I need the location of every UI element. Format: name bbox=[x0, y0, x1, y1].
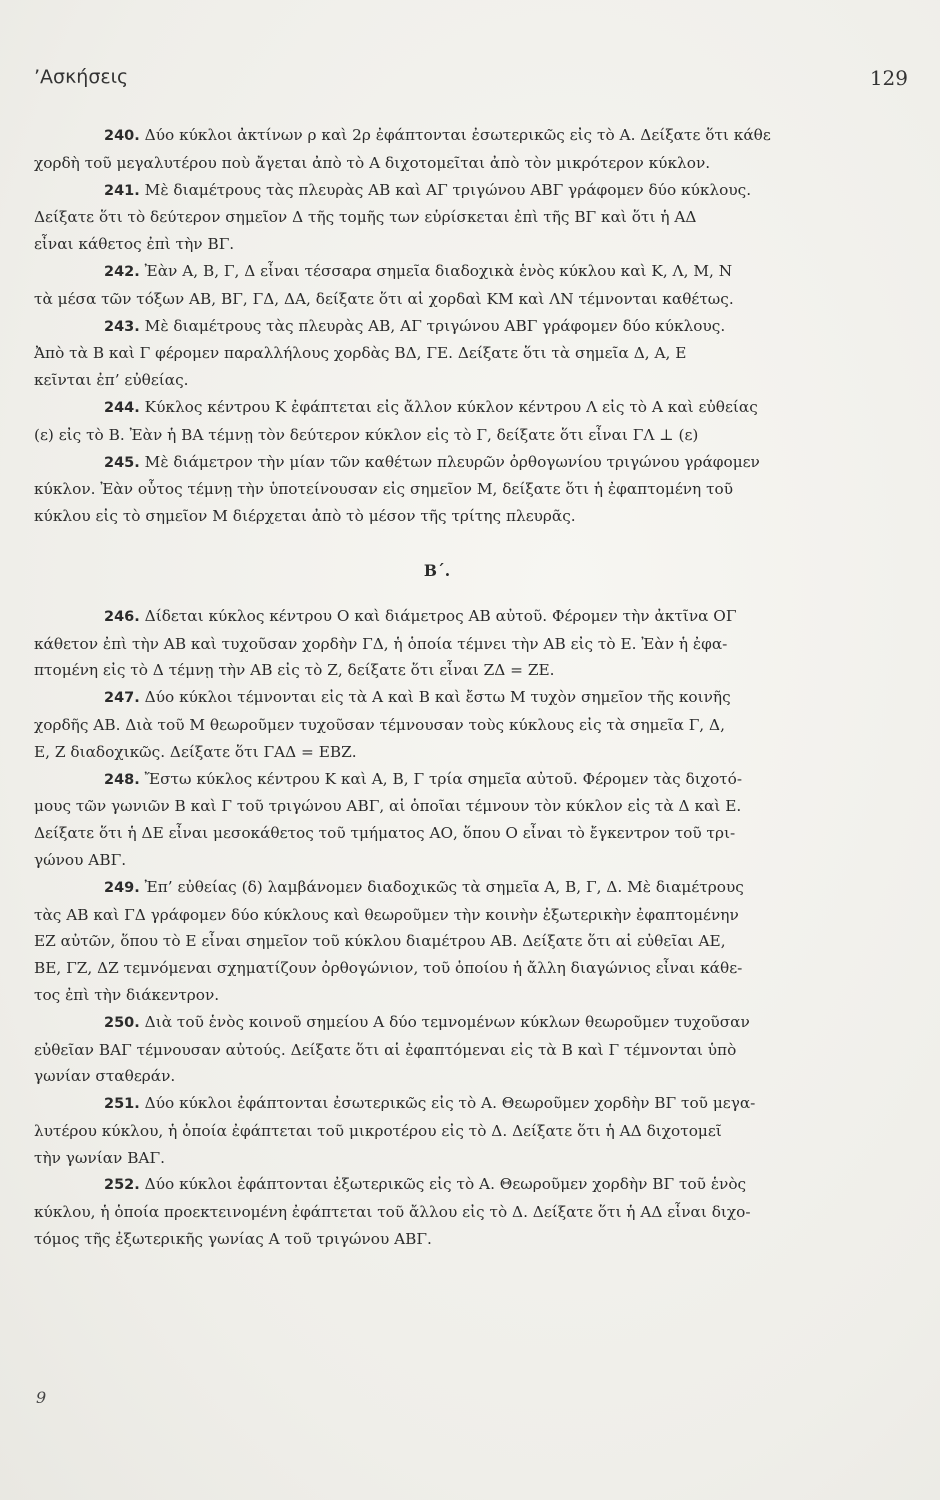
exercise-group-a bbox=[34, 122, 840, 530]
exercise-line bbox=[34, 422, 840, 449]
exercise-text: κεῖνται ἐπ’ εὐθείας. bbox=[34, 371, 189, 390]
exercise-number: 241. bbox=[104, 182, 140, 199]
exercise-line bbox=[34, 204, 840, 231]
exercise-text: χορδῆς ΑΒ. Διὰ τοῦ Μ θεωροῦμεν τυχοῦσαν τέμνουσαν τοὺς κύκλους εἰς τὰ σημεῖα Γ, Δ, bbox=[34, 715, 725, 734]
exercise-text: ΒΕ, ΓΖ, ΔΖ τεμνόμεναι σχηματίζουν ὀρθογώνιον, τοῦ ὁποίου ἡ ἄλλη διαγώνιος εἶναι κάθε- bbox=[34, 959, 743, 978]
signature-mark: 9 bbox=[36, 1388, 47, 1407]
exercise-line bbox=[34, 820, 840, 847]
exercise-text: Μὲ διάμετρον τὴν μίαν τῶν καθέτων πλευρῶν ὀρθογωνίου τριγώνου γράφομεν bbox=[144, 452, 760, 471]
exercise-line bbox=[34, 1171, 840, 1199]
exercise-line bbox=[34, 313, 840, 341]
exercise-number: 248. bbox=[104, 771, 140, 788]
exercise-line bbox=[34, 657, 840, 684]
exercise-line bbox=[34, 122, 840, 150]
exercise-text: μους τῶν γωνιῶν Β καὶ Γ τοῦ τριγώνου ΑΒΓ, αἱ ὁποῖαι τέμνουν τὸν κύκλον εἰς τὰ Δ καὶ Ε. bbox=[34, 797, 742, 816]
exercise-text: τὰ μέσα τῶν τόξων ΑΒ, ΒΓ, ΓΔ, ΔΑ, δείξατε ὅτι αἱ χορδαὶ ΚΜ καὶ ΛΝ τέμνονται καθέτως. bbox=[34, 289, 734, 308]
exercise-number: 250. bbox=[104, 1014, 140, 1031]
exercise-item bbox=[34, 258, 840, 313]
exercise-line bbox=[34, 503, 840, 530]
exercise-text: Δείξατε ὅτι ἡ ΔΕ εἶναι μεσοκάθετος τοῦ τμήματος ΑΟ, ὅπου Ο εἶναι τὸ ἔγκεντρον τοῦ τρι- bbox=[34, 824, 736, 843]
exercise-text: τὴν γωνίαν ΒΑΓ. bbox=[34, 1148, 165, 1167]
exercise-line bbox=[34, 928, 840, 955]
exercise-text: Μὲ διαμέτρους τὰς πλευρὰς ΑΒ, ΑΓ τριγώνου ΑΒΓ γράφομεν δύο κύκλους. bbox=[144, 316, 726, 335]
exercise-item bbox=[34, 394, 840, 449]
exercise-line bbox=[34, 286, 840, 313]
exercise-text: Δύο κύκλοι ἐφάπτονται ἐσωτερικῶς εἰς τὸ Α. Θεωροῦμεν χορδὴν ΒΓ τοῦ μεγα- bbox=[144, 1094, 756, 1113]
exercise-text: κύκλου, ἡ ὁποία προεκτεινομένη ἐφάπτεται τοῦ ἄλλου εἰς τὸ Δ. Δείξατε ὅτι ἡ ΑΔ εἶναι διχο- bbox=[34, 1203, 751, 1222]
exercise-line bbox=[34, 603, 840, 631]
exercise-text: Διὰ τοῦ ἑνὸς κοινοῦ σημείου Α δύο τεμνομένων κύκλων θεωροῦμεν τυχοῦσαν bbox=[144, 1012, 750, 1031]
exercise-text: (ε) εἰς τὸ Β. Ἐὰν ἡ ΒΑ τέμνῃ τὸν δεύτερον κύκλον εἰς τὸ Γ, δείξατε ὅτι εἶναι ΓΛ ⊥ (ε) bbox=[34, 425, 699, 444]
page-number: 129 bbox=[869, 66, 908, 90]
exercise-text: Δίδεται κύκλος κέντρου Ο καὶ διάμετρος ΑΒ αὐτοῦ. Φέρομεν τὴν ἀκτῖνα ΟΓ bbox=[144, 606, 737, 625]
exercise-item bbox=[34, 177, 840, 258]
exercise-line bbox=[34, 955, 840, 982]
exercise-text: λυτέρου κύκλου, ἡ ὁποία ἐφάπτεται τοῦ μικροτέρου εἰς τὸ Δ. Δείξατε ὅτι ἡ ΑΔ διχοτομεῖ bbox=[34, 1121, 722, 1140]
exercise-line bbox=[34, 631, 840, 658]
exercise-line bbox=[34, 340, 840, 367]
exercise-text: Μὲ διαμέτρους τὰς πλευρὰς ΑΒ καὶ ΑΓ τριγώνου ΑΒΓ γράφομεν δύο κύκλους. bbox=[144, 180, 752, 199]
exercise-item bbox=[34, 122, 840, 177]
exercise-number: 246. bbox=[104, 608, 140, 625]
exercise-line bbox=[34, 1118, 840, 1145]
exercise-group-b bbox=[34, 603, 840, 1253]
exercise-line bbox=[34, 712, 840, 739]
exercise-text: Ἀπὸ τὰ Β καὶ Γ φέρομεν παραλλήλους χορδὰς ΒΔ, ΓΕ. Δείξατε ὅτι τὰ σημεῖα Δ, Α, Ε bbox=[34, 344, 687, 363]
exercise-number: 244. bbox=[104, 399, 140, 416]
exercise-line bbox=[34, 739, 840, 766]
exercise-text: τὰς ΑΒ καὶ ΓΔ γράφομεν δύο κύκλους καὶ θεωροῦμεν τὴν κοινὴν ἐξωτερικὴν ἐφαπτομένην bbox=[34, 905, 739, 924]
exercise-text: κύκλον. Ἐὰν οὗτος τέμνῃ τὴν ὑποτείνουσαν εἰς σημεῖον Μ, δείξατε ὅτι ἡ ἐφαπτομένη τοῦ bbox=[34, 480, 734, 499]
exercise-text: Ε, Ζ διαδοχικῶς. Δείξατε ὅτι ΓΑΔ = ΕΒΖ. bbox=[34, 742, 357, 761]
exercise-line bbox=[34, 1199, 840, 1226]
exercise-line bbox=[34, 1037, 840, 1064]
exercise-item bbox=[34, 449, 840, 530]
exercise-text: τος ἐπὶ τὴν διάκεντρον. bbox=[34, 985, 220, 1004]
exercise-number: 247. bbox=[104, 690, 140, 707]
exercise-item bbox=[34, 766, 840, 874]
exercise-line bbox=[34, 1009, 840, 1037]
exercise-text: πτομένη εἰς τὸ Δ τέμνῃ τὴν ΑΒ εἰς τὸ Ζ, δείξατε ὅτι εἶναι ΖΔ = ΖΕ. bbox=[34, 661, 555, 680]
exercise-item bbox=[34, 1171, 840, 1252]
exercise-number: 249. bbox=[104, 879, 140, 896]
exercise-line bbox=[34, 982, 840, 1009]
exercise-item bbox=[34, 603, 840, 684]
exercise-line bbox=[34, 367, 840, 394]
exercise-line bbox=[34, 394, 840, 422]
exercise-number: 240. bbox=[104, 128, 140, 144]
exercise-item bbox=[34, 684, 840, 765]
exercise-line bbox=[34, 231, 840, 258]
exercise-text: κύκλου εἰς τὸ σημεῖον Μ διέρχεται ἀπὸ τὸ μέσον τῆς τρίτης πλευρᾶς. bbox=[34, 507, 576, 526]
exercise-text: γωνίαν σταθεράν. bbox=[34, 1067, 176, 1086]
exercise-text: Δύο κύκλοι ἀκτίνων ρ καὶ 2ρ ἐφάπτονται ἐσωτερικῶς εἰς τὸ Α. Δείξατε ὅτι κάθε bbox=[144, 126, 771, 144]
exercise-item bbox=[34, 874, 840, 1009]
exercise-text: Ἐὰν Α, Β, Γ, Δ εἶναι τέσσαρα σημεῖα διαδοχικὰ ἑνὸς κύκλου καὶ Κ, Λ, Μ, Ν bbox=[144, 261, 733, 280]
exercise-line bbox=[34, 476, 840, 503]
exercise-line bbox=[34, 449, 840, 477]
section-heading: Β΄. bbox=[423, 560, 451, 580]
exercise-line bbox=[34, 258, 840, 286]
exercise-line bbox=[34, 874, 840, 902]
exercise-text: Δύο κύκλοι ἐφάπτονται ἐξωτερικῶς εἰς τὸ Α. Θεωροῦμεν χορδὴν ΒΓ τοῦ ἑνὸς bbox=[144, 1175, 747, 1194]
exercise-line bbox=[34, 793, 840, 820]
exercise-line bbox=[34, 847, 840, 874]
exercise-item bbox=[34, 1009, 840, 1090]
exercise-item bbox=[34, 313, 840, 394]
exercise-text: τόμος τῆς ἐξωτερικῆς γωνίας Α τοῦ τριγώνου ΑΒΓ. bbox=[34, 1230, 432, 1249]
exercise-line bbox=[34, 1145, 840, 1172]
exercise-list bbox=[34, 122, 840, 1253]
exercise-text: κάθετον ἐπὶ τὴν ΑΒ καὶ τυχοῦσαν χορδὴν ΓΔ, ἡ ὁποία τέμνει τὴν ΑΒ εἰς τὸ Ε. Ἐὰν ἡ ἐφα- bbox=[34, 634, 728, 653]
exercise-number: 245. bbox=[104, 454, 140, 471]
exercise-line bbox=[34, 1090, 840, 1118]
exercise-line bbox=[34, 766, 840, 794]
exercise-number: 242. bbox=[104, 263, 140, 280]
exercise-number: 251. bbox=[104, 1096, 140, 1113]
page-header bbox=[34, 66, 908, 106]
exercise-line bbox=[34, 684, 840, 712]
exercise-number: 243. bbox=[104, 318, 140, 335]
exercise-text: Ἔστω κύκλος κέντρου Κ καὶ Α, Β, Γ τρία σημεῖα αὐτοῦ. Φέρομεν τὰς διχοτό- bbox=[144, 769, 743, 788]
exercise-text: γώνου ΑΒΓ. bbox=[34, 850, 127, 869]
exercise-line bbox=[34, 1063, 840, 1090]
exercise-line bbox=[34, 902, 840, 929]
exercise-text: χορδὴ τοῦ μεγαλυτέρου ποὺ ἄγεται ἀπὸ τὸ Α διχοτομεῖται ἀπὸ τὸν μικρότερον κύκλον. bbox=[34, 153, 711, 172]
exercise-text: εὐθεῖαν ΒΑΓ τέμνουσαν αὐτούς. Δείξατε ὅτι αἱ ἐφαπτόμεναι εἰς τὰ Β καὶ Γ τέμνονται ὑπὸ bbox=[34, 1040, 737, 1059]
exercise-text: εἶναι κάθετος ἐπὶ τὴν ΒΓ. bbox=[34, 235, 235, 254]
exercise-line bbox=[34, 177, 840, 205]
running-head: ’Ασκήσεις bbox=[34, 66, 129, 88]
exercise-text: Δύο κύκλοι τέμνονται εἰς τὰ Α καὶ Β καὶ ἔστω Μ τυχὸν σημεῖον τῆς κοινῆς bbox=[144, 688, 731, 707]
exercise-line bbox=[34, 1226, 840, 1253]
exercise-text: ΕΖ αὐτῶν, ὅπου τὸ Ε εἶναι σημεῖον τοῦ κύκλου διαμέτρου ΑΒ. Δείξατε ὅτι αἱ εὐθεῖαι ΑΕ, bbox=[34, 932, 726, 951]
exercise-line bbox=[34, 150, 840, 177]
exercise-text: Ἐπ’ εὐθείας (δ) λαμβάνομεν διαδοχικῶς τὰ σημεῖα Α, Β, Γ, Δ. Μὲ διαμέτρους bbox=[144, 877, 744, 896]
exercise-number: 252. bbox=[104, 1177, 140, 1194]
exercise-item bbox=[34, 1090, 840, 1171]
exercise-text: Δείξατε ὅτι τὸ δεύτερον σημεῖον Δ τῆς τομῆς των εὑρίσκεται ἐπὶ τῆς ΒΓ καὶ ὅτι ἡ ΑΔ bbox=[34, 208, 697, 227]
exercise-text: Κύκλος κέντρου Κ ἐφάπτεται εἰς ἄλλον κύκλον κέντρου Λ εἰς τὸ Α καὶ εὐθείας bbox=[144, 397, 758, 416]
